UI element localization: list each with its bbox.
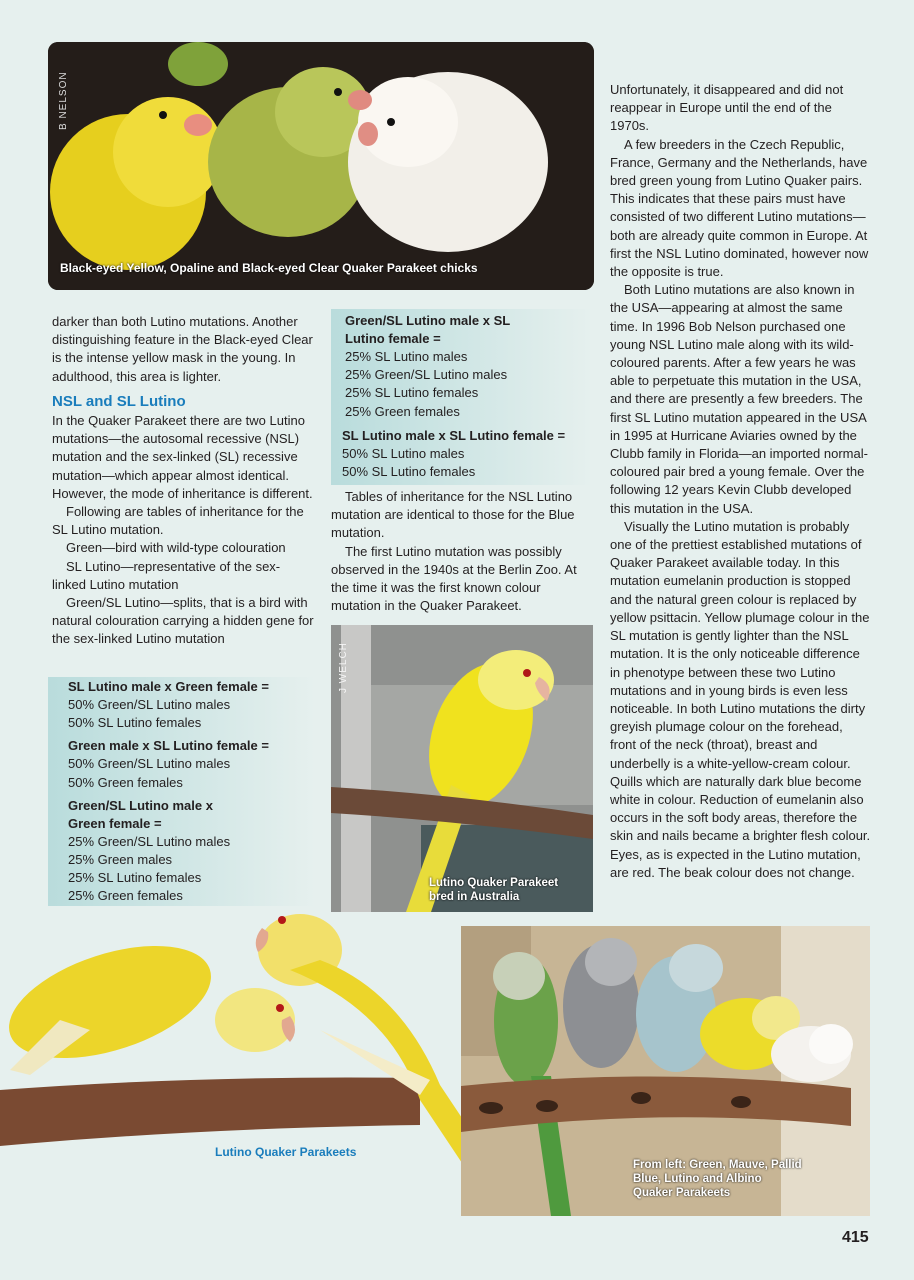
paragraph: darker than both Lutino mutations. Another distinguishing feature in the Black-eyed Clear is the intense yellow mask in the young. In adulthood, this area is lighter.	[52, 314, 313, 384]
table-group	[345, 312, 591, 421]
photo-caption: Black-eyed Yellow, Opaline and Black-eyed Clear Quaker Parakeet chicks	[60, 261, 478, 275]
table-line: 50% SL Lutino females	[68, 715, 202, 731]
table-header: Green/SL Lutino male x Green female =	[68, 797, 213, 831]
table-header: Green/SL Lutino male x SL Lutino female =	[345, 313, 510, 346]
photo-credit: J WELCH	[338, 642, 349, 693]
photo-caption: Lutino Quaker Parakeet bred in Australia	[429, 877, 559, 903]
table-line: 25% SL Lutino females	[68, 870, 202, 886]
column-3	[610, 81, 872, 882]
table-group	[68, 737, 313, 791]
paragraph: The first Lutino mutation was possibly observed in the 1940s at the Berlin Zoo. At the time it was the first known colour mutation in the Quaker Parakeet.	[331, 543, 577, 614]
paragraph: Both Lutino mutations are also known in the USA—appearing at almost the same time. In 1996 Bob Nelson purchased one young NSL Lutino male along with its wild-coloured parents. After a few years he was able to perpetuate this mutation in the USA, and there are presently a few breeders. The first SL Lutino mutation appeared in the USA in 1995 at Hurricane Aviaries owned by the Clubb family in Florida—an imported normal-coloured pair bred a young female. Over the following 12 years Kevin Clubb developed this mutation in the USA.	[610, 282, 868, 516]
table-line: 50% Green/SL Lutino males	[68, 697, 231, 712]
paragraph: In the Quaker Parakeet there are two Lutino mutations—the autosomal recessive (NSL) mutation and the sex-linked (SL) recessive mutation—which appear almost identical. However, the mode of inheritance is different.	[52, 413, 313, 501]
column-2	[331, 488, 593, 615]
column-1	[52, 313, 314, 649]
table-line: 25% Green/SL Lutino males	[68, 833, 231, 849]
paragraph: Tables of inheritance for the NSL Lutino mutation are identical to those for the Blue mutation.	[331, 489, 575, 541]
table-group	[68, 678, 313, 732]
photo-chicks	[48, 42, 594, 290]
table-line: 50% Green females	[68, 774, 183, 790]
page-number: 415	[842, 1229, 869, 1246]
photo-lutino-australia	[331, 625, 593, 912]
paragraph: Green—bird with wild-type colouration	[66, 540, 286, 556]
photo-five-parakeets	[461, 926, 870, 1216]
table-line: 25% Green females	[345, 403, 460, 419]
photo-credit: B NELSON	[58, 71, 69, 130]
table-line: 50% Green/SL Lutino males	[68, 756, 231, 772]
table-line: 25% Green males	[68, 852, 173, 868]
paragraph: Following are tables of inheritance for the SL Lutino mutation.	[52, 504, 304, 538]
table-line: 25% SL Lutino females	[345, 385, 479, 401]
table-line: 25% SL Lutino males	[345, 349, 468, 364]
paragraph: Visually the Lutino mutation is probably one of the prettiest established mutations of Quaker Parakeet available today. In this mutation eumelanin production is stopped and the natural green colour is replaced by yellow psittacin. Yellow plumage colour in the SL mutation is gently lighter than the NSL mutation. It is the only noticeable difference in phenotype between these two Lutino mutations and in young birds is even less noticeable. In both Lutino mutations the dirty greyish plumage colour on the forehead, front of the neck (throat), breast and underbelly is a white-yellow-cream colour. Quills which are naturally dark blue become white in colour. Reduction of eumelanin also occurs in the soft body areas, therefore the skin and nails became a brighter flesh colour. Eyes, as is expected in the Lutino mutation, are red. The beak colour does not change.	[610, 518, 871, 880]
lutino-illustration	[331, 625, 593, 912]
table-line: 50% SL Lutino females	[342, 464, 476, 480]
chicks-illustration	[48, 42, 594, 290]
photo-caption: From left: Green, Mauve, Pallid Blue, Lutino and Albino Quaker Parakeets	[633, 1159, 802, 1199]
table-line: 25% Green/SL Lutino males	[345, 367, 508, 383]
table-header: SL Lutino male x Green female =	[68, 679, 269, 694]
table-header: SL Lutino male x SL Lutino female =	[342, 428, 566, 443]
table-group	[68, 797, 313, 906]
paragraph: SL Lutino—representative of the sex-linked Lutino mutation	[52, 558, 281, 592]
table-line: 50% SL Lutino males	[342, 446, 465, 461]
inheritance-table-left	[48, 677, 316, 906]
paragraph: Green/SL Lutino—splits, that is a bird with natural colouration carrying a hidden gene for the sex-linked Lutino mutation	[52, 595, 314, 647]
section-heading: NSL and SL Lutino	[52, 392, 186, 410]
table-line: 25% Green females	[68, 888, 183, 904]
table-header: Green male x SL Lutino female =	[68, 738, 269, 754]
inheritance-table-mid	[331, 309, 593, 485]
paragraph: Unfortunately, it disappeared and did not reappear in Europe until the end of the 1970s.	[610, 82, 844, 134]
paragraph: A few breeders in the Czech Republic, France, Germany and the Netherlands, have bred green young from Lutino Quaker pairs. This indicates that these pairs must have consisted of two different Lutino mutations—both are already quite common in Europe. At first the NSL Lutino dominated, however now the opposite is true.	[610, 136, 869, 280]
photo-caption: Lutino Quaker Parakeets	[215, 1145, 357, 1159]
